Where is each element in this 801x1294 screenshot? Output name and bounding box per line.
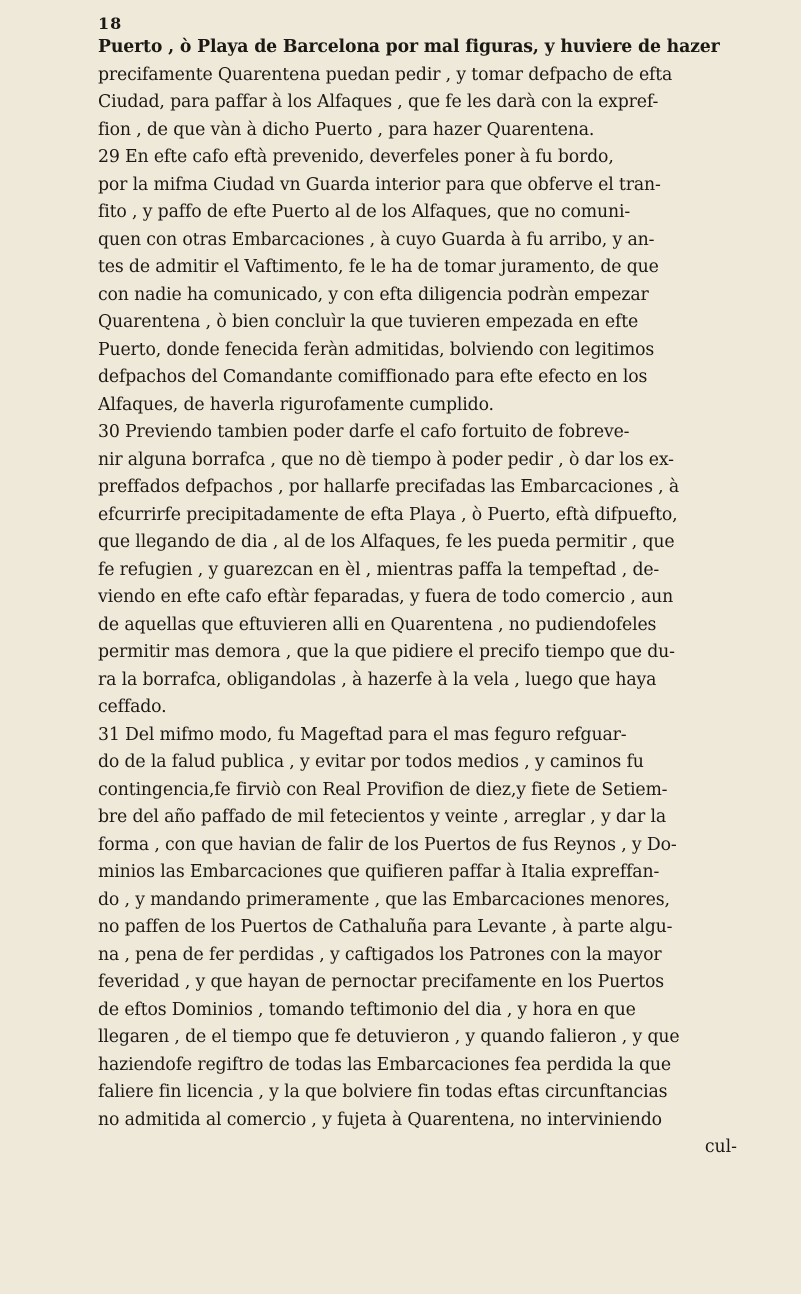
text-line: no paffen de los Puertos de Cathaluña para Levante , à parte algu- [98,917,673,937]
text-line: de aquellas que eftuvieren alli en Quarentena , no pudiendofeles [98,614,657,635]
text-line: de eftos Dominios , tomando teftimonio del dia , y hora en que [98,999,636,1020]
text-line: forma , con que havian de falir de los Puertos de fus Reynos , y Do- [98,834,677,855]
text-line: Alfaques, de haverla rigurofamente cumplido. [98,394,494,415]
text-line: preffados defpachos , por hallarfe precifadas las Embarcaciones , à [98,477,680,497]
text-line: Puerto, donde fenecida feràn admitidas, bolviendo con legitimos [98,339,655,360]
text-line: fito , y paffo de efte Puerto al de los Alfaques, que no comuni- [98,202,631,222]
catchword: cul- [704,1137,737,1157]
text-line: viendo en efte cafo eftàr feparadas, y fuera de todo comercio , aun [98,587,674,607]
text-line: no admitida al comercio , y fujeta à Quarentena, no interviniendo [98,1109,662,1130]
body-text [98,34,767,1134]
text-line: na , pena de fer perdidas , y caftigados los Patrones con la mayor [98,944,662,965]
text-line: contingencia,fe firviò con Real Provifion de diez,y fiete de Setiem- [98,779,668,800]
text-line: efcurrirfe precipitadamente de efta Playa , ò Puerto, eftà difpuefto, [98,504,678,525]
text-line: precifamente Quarentena puedan pedir , y tomar defpacho de efta [98,64,673,85]
text-line: permitir mas demora , que la que pidiere el precifo tiempo que du- [98,642,675,662]
text-line: 30 Previendo tambien poder darfe el cafo fortuito de fobreve- [98,422,630,442]
text-line: 29 En efte cafo eftà prevenido, deverfeles poner à fu bordo, [98,147,614,167]
text-line: do de la falud publica , y evitar por todos medios , y caminos fu [98,752,644,772]
text-line: haziendofe regiftro de todas las Embarcaciones fea perdida la que [98,1054,671,1075]
text-line: con nadie ha comunicado, y con efta diligencia podràn empezar [98,284,649,305]
text-line: quen con otras Embarcaciones , à cuyo Guarda à fu arribo, y an- [98,229,655,250]
text-line: Quarentena , ò bien concluìr la que tuvieren empezada en efte [98,312,639,332]
text-line: por la mifma Ciudad vn Guarda interior para que obferve el tran- [98,174,661,195]
text-line: ra la borrafca, obligandolas , à hazerfe à la vela , luego que haya [98,669,657,690]
text-line: llegaren , de el tiempo que fe detuvieron , y quando falieron , y que [98,1027,680,1047]
text-line: faliere fin licencia , y la que bolviere fin todas eftas circunftancias [98,1082,668,1102]
text-line: do , y mandando primeramente , que las Embarcaciones menores, [98,889,670,910]
text-line: nir alguna borrafca , que no dè tiempo à poder pedir , ò dar los ex- [98,449,674,470]
text-line: que llegando de dia , al de los Alfaques, fe les pueda permitir , que [98,532,675,552]
text-line: minios las Embarcaciones que quifieren paffar à Italia expreffan- [98,862,660,882]
text-line: 31 Del mifmo modo, fu Mageftad para el mas feguro refguar- [98,724,627,745]
page-number: 18 [98,14,123,33]
text-line: defpachos del Comandante comiffionado para efte efecto en los [98,367,648,387]
text-line: ceffado. [98,697,167,717]
text-line: Puerto , ò Playa de Barcelona por mal figuras, y huviere de hazer [98,37,720,57]
text-line: Ciudad, para paffar à los Alfaques , que fe les darà con la expref- [98,92,659,112]
text-line: fe refugien , y guarezcan en èl , mientras paffa la tempeftad , de- [98,559,660,580]
text-line: tes de admitir el Vaftimento, fe le ha de tomar juramento, de que [98,257,659,277]
text-line: fion , de que vàn à dicho Puerto , para hazer Quarentena. [98,119,595,140]
text-line: feveridad , y que hayan de pernoctar precifamente en los Puertos [98,972,665,992]
text-line: bre del año paffado de mil fetecientos y veinte , arreglar , y dar la [98,807,666,827]
